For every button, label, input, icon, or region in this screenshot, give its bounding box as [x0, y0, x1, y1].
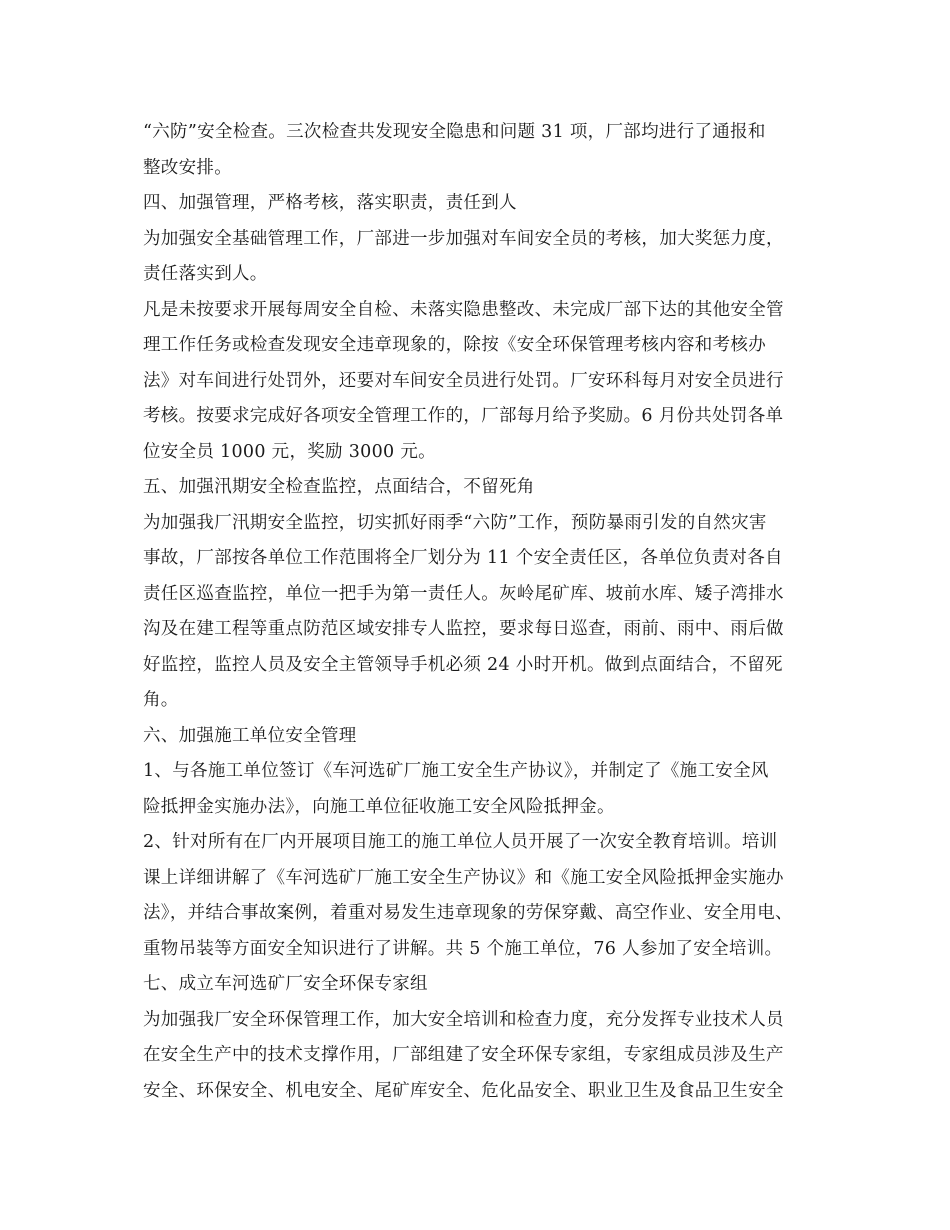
text-line: 法》对车间进行处罚外，还要对车间安全员进行处罚。厂安环科每月对安全员进行: [143, 370, 784, 391]
text-line: 位安全员 1000 元，奖励 3000 元。: [143, 441, 436, 462]
text-line: 2、针对所有在厂内开展项目施工的施工单位人员开展了一次安全教育培训。培训: [143, 832, 778, 852]
text-line: 为加强我厂汛期安全监控，切实抓好雨季“六防”工作，预防暴雨引发的自然灾害: [143, 512, 767, 533]
text-line: 1、与各施工单位签订《车河选矿厂施工安全生产协议》，并制定了《施工安全风: [143, 761, 769, 781]
section-heading: 七、成立车河选矿厂安全环保专家组: [143, 974, 428, 994]
text-line: 在安全生产中的技术支撑作用，厂部组建了安全环保专家组，专家组成员涉及生产: [143, 1045, 784, 1065]
text-line: 好监控，监控人员及安全主管领导手机必须 24 小时开机。做到点面结合，不留死: [143, 654, 783, 675]
section-heading: 六、加强施工单位安全管理: [143, 725, 357, 746]
text-line: 险抵押金实施办法》，向施工单位征收施工安全风险抵押金。: [143, 796, 615, 817]
text-line: 整改安排。: [143, 157, 232, 178]
text-line: 法》，并结合事故案例，着重对易发生违章现象的劳保穿戴、高空作业、安全用电、: [143, 903, 793, 923]
text-line: 为加强安全基础管理工作，厂部进一步加强对车间安全员的考核，加大奖惩力度，: [143, 228, 784, 249]
document-body: [143, 115, 823, 1109]
text-line: 理工作任务或检查发现安全违章现象的，除按《安全环保管理考核内容和考核办: [143, 335, 766, 355]
text-line: 考核。按要求完成好各项安全管理工作的，厂部每月给予奖励。6 月份共处罚各单: [143, 406, 784, 426]
text-line: 事故，厂部按各单位工作范围将全厂划分为 11 个安全责任区，各单位负责对各自: [143, 548, 783, 568]
text-line: 角。: [143, 690, 179, 710]
text-line: 课上详细讲解了《车河选矿厂施工安全生产协议》和《施工安全风险抵押金实施办: [143, 867, 784, 888]
section-heading: 五、加强汛期安全检查监控，点面结合，不留死角: [143, 477, 535, 497]
text-line: 为加强我厂安全环保管理工作，加大安全培训和检查力度，充分发挥专业技术人员: [143, 1009, 784, 1030]
text-line: 凡是未按要求开展每周安全自检、未落实隐患整改、未完成厂部下达的其他安全管: [143, 299, 784, 320]
text-line: 责任区巡查监控，单位一把手为第一责任人。灰岭尾矿库、坡前水库、矮子湾排水: [143, 583, 784, 604]
text-line: 责任落实到人。: [143, 264, 268, 284]
text-line: 重物吊装等方面安全知识进行了讲解。共 5 个施工单位，76 人参加了安全培训。: [143, 938, 783, 959]
text-line: 沟及在建工程等重点防范区域安排专人监控，要求每日巡查，雨前、雨中、雨后做: [143, 619, 784, 639]
text-line: 安全、环保安全、机电安全、尾矿库安全、危化品安全、职业卫生及食品卫生安全: [143, 1080, 784, 1101]
text-line: “六防”安全检查。三次检查共发现安全隐患和问题 31 项，厂部均进行了通报和: [143, 122, 766, 142]
section-heading: 四、加强管理，严格考核，落实职责，责任到人: [143, 193, 517, 213]
